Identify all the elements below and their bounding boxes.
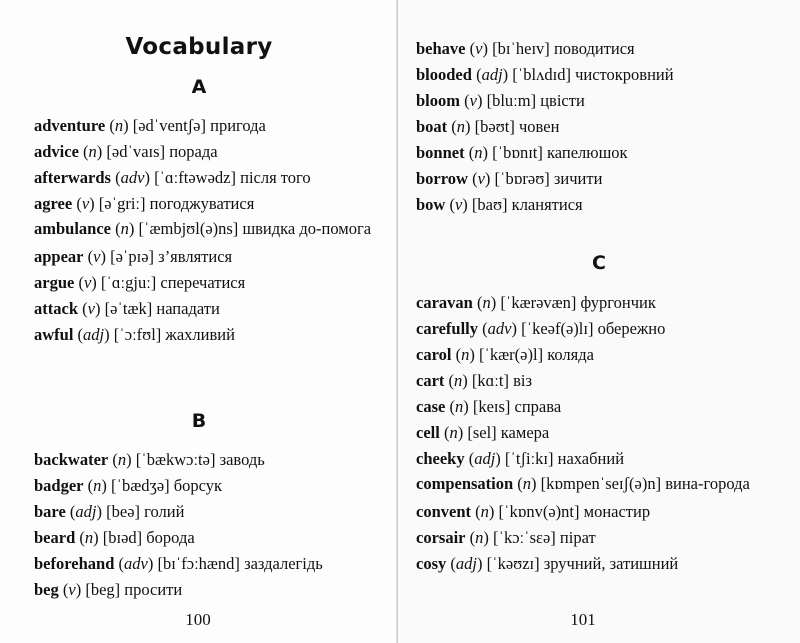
headword: blooded xyxy=(416,65,472,84)
vocab-entry: backwater (n) [ˈbækwɔːtə] заводь xyxy=(34,450,265,469)
transcription: [ˈɔːfʊl] xyxy=(113,325,162,344)
part-of-speech: v xyxy=(93,247,101,266)
headword: cell xyxy=(416,423,440,442)
vocab-entry: cell (n) [sel] камера xyxy=(416,423,550,442)
headword: cart xyxy=(416,371,445,390)
part-of-speech: adj xyxy=(455,554,477,573)
part-of-speech: adv xyxy=(120,168,145,187)
vocab-entry: appear (v) [əˈpɪə] з’являтися xyxy=(34,247,233,266)
part-of-speech: adv xyxy=(487,319,512,338)
part-of-speech: adj xyxy=(75,502,97,521)
translation: швидка до-помога xyxy=(242,219,372,238)
headword: awful xyxy=(34,325,74,344)
part-of-speech: n xyxy=(114,116,124,135)
vocab-entry: cart (n) [kɑːt] віз xyxy=(416,371,532,390)
vocab-entry: case (n) [keɪs] справа xyxy=(416,397,562,416)
part-of-speech: v xyxy=(469,91,477,110)
translation: коляда xyxy=(547,345,594,364)
section-letter-a: A xyxy=(191,76,207,98)
part-of-speech: n xyxy=(482,293,491,312)
vocab-entry: bonnet (n) [ˈbɒnɪt] капелюшок xyxy=(416,143,628,162)
transcription: [bluːm] xyxy=(486,91,537,110)
part-of-speech: n xyxy=(475,528,484,547)
headword: boat xyxy=(416,117,448,136)
translation: нахабний xyxy=(557,449,625,468)
vocab-entry: cosy (adj) [ˈkəʊzɪ] зручний, затишний xyxy=(416,554,679,573)
headword: bloom xyxy=(416,91,461,110)
vocab-entry: badger (n) [ˈbædʒə] борсук xyxy=(34,476,223,495)
translation: заводь xyxy=(219,450,265,469)
translation: віз xyxy=(513,371,532,390)
part-of-speech: v xyxy=(87,299,95,318)
headword: argue xyxy=(34,273,75,292)
headword: advice xyxy=(34,142,79,161)
part-of-speech: n xyxy=(454,397,464,416)
transcription: [sel] xyxy=(467,423,497,442)
translation: монастир xyxy=(583,502,651,521)
translation: поводитися xyxy=(553,39,635,58)
transcription: [baʊ] xyxy=(471,195,508,214)
translation: зичити xyxy=(553,169,603,188)
section-letter-b: B xyxy=(191,410,207,432)
headword: behave xyxy=(416,39,466,58)
translation: борода xyxy=(146,528,195,547)
headword: carol xyxy=(416,345,452,364)
vocab-entry: advice (n) [ədˈvaɪs] порада xyxy=(34,142,218,161)
transcription: [bɪˈfɔːhænd] xyxy=(157,554,240,573)
transcription: [ˈkær(ə)l] xyxy=(478,345,544,364)
translation: капелюшок xyxy=(547,143,628,162)
transcription: [bɪəd] xyxy=(102,528,143,547)
part-of-speech: adv xyxy=(124,554,148,573)
part-of-speech: v xyxy=(477,169,485,188)
part-of-speech: n xyxy=(454,371,463,390)
transcription: [ˈkeəf(ə)lɪ] xyxy=(521,319,594,338)
vocab-entry: caravan (n) [ˈkærəvæn] фургончик xyxy=(416,293,656,312)
part-of-speech: n xyxy=(84,528,94,547)
vocab-list-b-continued xyxy=(416,36,786,218)
headword: convent xyxy=(416,502,471,521)
translation: нападати xyxy=(156,299,220,318)
translation: голий xyxy=(144,502,185,521)
part-of-speech: n xyxy=(456,117,466,136)
transcription: [kɒmpenˈseɪʃ(ə)n] xyxy=(540,474,662,493)
vocab-list-a xyxy=(34,113,384,348)
page-title: Vocabulary xyxy=(125,34,273,60)
translation: заздалегідь xyxy=(244,554,323,573)
headword: corsair xyxy=(416,528,466,547)
transcription: [kɑːt] xyxy=(471,371,509,390)
transcription: [əˈgriː] xyxy=(98,194,146,213)
vocab-entry: bow (v) [baʊ] кланятися xyxy=(416,195,583,214)
translation: просити xyxy=(124,580,183,599)
part-of-speech: n xyxy=(461,345,470,364)
vocab-entry: corsair (n) [ˈkɔːˈsɛə] пірат xyxy=(416,528,596,547)
translation: винa-городa xyxy=(665,474,750,493)
translation: кланятися xyxy=(511,195,583,214)
translation: після того xyxy=(240,168,311,187)
vocab-entry: carefully (adv) [ˈkeəf(ə)lɪ] обережно xyxy=(416,319,666,338)
translation: сперечатися xyxy=(160,273,246,292)
transcription: [ˈæmbjʊl(ə)ns] xyxy=(138,219,239,238)
transcription: [ˈkəʊzɪ] xyxy=(486,554,540,573)
right-page xyxy=(398,0,800,643)
transcription: [ˈkærəvæn] xyxy=(500,293,577,312)
vocab-entry: carol (n) [ˈkær(ə)l] коляда xyxy=(416,345,594,364)
headword: beg xyxy=(34,580,59,599)
part-of-speech: v xyxy=(68,580,76,599)
headword: backwater xyxy=(34,450,109,469)
part-of-speech: v xyxy=(475,39,483,58)
transcription: [ˈbædʒə] xyxy=(111,476,170,495)
transcription: [bɪˈheɪv] xyxy=(492,39,550,58)
headword: cheeky xyxy=(416,449,465,468)
section-letter-c: C xyxy=(592,252,606,274)
vocab-entry: bloom (v) [bluːm] цвісти xyxy=(416,91,585,110)
translation: камера xyxy=(500,423,550,442)
headword: adventure xyxy=(34,116,106,135)
transcription: [əˈpɪə] xyxy=(110,247,155,266)
part-of-speech: n xyxy=(449,423,458,442)
translation: з’являтися xyxy=(158,247,233,266)
vocab-entry: attack (v) [əˈtæk] нападати xyxy=(34,299,220,318)
vocab-entry: beforehand (adv) [bɪˈfɔːhænd] заздалегідь xyxy=(34,554,323,573)
transcription: [ˈbɒrəʊ] xyxy=(494,169,550,188)
transcription: [ˈkɒnv(ə)nt] xyxy=(498,502,580,521)
transcription: [ˈtʃiːkɪ] xyxy=(504,449,554,468)
vocab-entry: behave (v) [bɪˈheɪv] поводитися xyxy=(416,39,635,58)
transcription: [ˈbækwɔːtə] xyxy=(135,450,216,469)
translation: човен xyxy=(519,117,560,136)
vocab-entry: beard (n) [bɪəd] борода xyxy=(34,528,195,547)
part-of-speech: n xyxy=(117,450,127,469)
vocab-entry: compensation (n) [kɒmpenˈseɪʃ(ə)n] винa-городa xyxy=(416,474,750,493)
vocab-entry: bare (adj) [beə] голий xyxy=(34,502,185,521)
translation: порада xyxy=(169,142,218,161)
vocab-list-b xyxy=(34,447,384,603)
headword: afterwards xyxy=(34,168,111,187)
vocab-entry: awful (adj) [ˈɔːfʊl] жахливий xyxy=(34,325,235,344)
vocab-entry: adventure (n) [ədˈventʃə] пригода xyxy=(34,116,266,135)
transcription: [ˈbɒnɪt] xyxy=(492,143,543,162)
transcription: [ədˈvaɪs] xyxy=(106,142,166,161)
translation: погоджуватися xyxy=(149,194,255,213)
part-of-speech: adj xyxy=(83,325,105,344)
part-of-speech: v xyxy=(83,273,92,292)
vocab-entry: ambulance (n) [ˈæmbjʊl(ə)ns] швидка до-помога xyxy=(34,219,372,238)
part-of-speech: v xyxy=(81,194,90,213)
translation: пригода xyxy=(210,116,266,135)
translation: пірат xyxy=(559,528,596,547)
part-of-speech: n xyxy=(93,476,102,495)
vocab-entry: argue (v) [ˈɑːgjuː] сперечатися xyxy=(34,273,246,292)
part-of-speech: adj xyxy=(474,449,496,468)
vocab-entry: borrow (v) [ˈbɒrəʊ] зичити xyxy=(416,169,603,188)
headword: bonnet xyxy=(416,143,465,162)
translation: борсук xyxy=(173,476,223,495)
headword: bare xyxy=(34,502,66,521)
headword: case xyxy=(416,397,446,416)
transcription: [beg] xyxy=(85,580,121,599)
part-of-speech: n xyxy=(480,502,489,521)
headword: beforehand xyxy=(34,554,115,573)
translation: справа xyxy=(514,397,562,416)
vocab-entry: afterwards (adv) [ˈɑːftəwədz] після того xyxy=(34,168,311,187)
headword: caravan xyxy=(416,293,473,312)
transcription: [ədˈventʃə] xyxy=(132,116,206,135)
headword: carefully xyxy=(416,319,479,338)
vocab-entry: cheeky (adj) [ˈtʃiːkɪ] нахабний xyxy=(416,449,625,468)
vocab-entry: beg (v) [beg] просити xyxy=(34,580,183,599)
part-of-speech: n xyxy=(88,142,97,161)
translation: зручний, затишний xyxy=(543,554,679,573)
vocab-entry: boat (n) [bəʊt] човен xyxy=(416,117,560,136)
headword: cosy xyxy=(416,554,447,573)
headword: compensation xyxy=(416,474,514,493)
transcription: [ˈɑːftəwədz] xyxy=(154,168,236,187)
transcription: [ˈɑːgjuː] xyxy=(100,273,157,292)
transcription: [bəʊt] xyxy=(474,117,515,136)
headword: beard xyxy=(34,528,76,547)
part-of-speech: n xyxy=(474,143,483,162)
transcription: [əˈtæk] xyxy=(104,299,153,318)
transcription: [ˈblʌdɪd] xyxy=(512,65,571,84)
headword: bow xyxy=(416,195,446,214)
headword: attack xyxy=(34,299,78,318)
translation: жахливий xyxy=(165,325,235,344)
vocab-entry: agree (v) [əˈgriː] погоджуватися xyxy=(34,194,255,213)
page-number: 100 xyxy=(185,610,211,629)
vocab-entry: blooded (adj) [ˈblʌdɪd] чистокровний xyxy=(416,65,674,84)
page-number: 101 xyxy=(570,610,596,629)
transcription: [keɪs] xyxy=(472,397,511,416)
part-of-speech: n xyxy=(522,474,532,493)
translation: обережно xyxy=(597,319,666,338)
headword: borrow xyxy=(416,169,468,188)
part-of-speech: v xyxy=(454,195,463,214)
headword: badger xyxy=(34,476,84,495)
headword: appear xyxy=(34,247,84,266)
part-of-speech: adj xyxy=(481,65,503,84)
part-of-speech: n xyxy=(120,219,129,238)
translation: фургончик xyxy=(580,293,656,312)
headword: agree xyxy=(34,194,73,213)
transcription: [ˈkɔːˈsɛə] xyxy=(492,528,556,547)
vocab-entry: convent (n) [ˈkɒnv(ə)nt] монастир xyxy=(416,502,651,521)
transcription: [beə] xyxy=(106,502,141,521)
translation: цвісти xyxy=(540,91,585,110)
left-page xyxy=(0,0,398,643)
vocab-list-c xyxy=(416,290,786,577)
headword: ambulance xyxy=(34,219,112,238)
translation: чистокровний xyxy=(575,65,674,84)
